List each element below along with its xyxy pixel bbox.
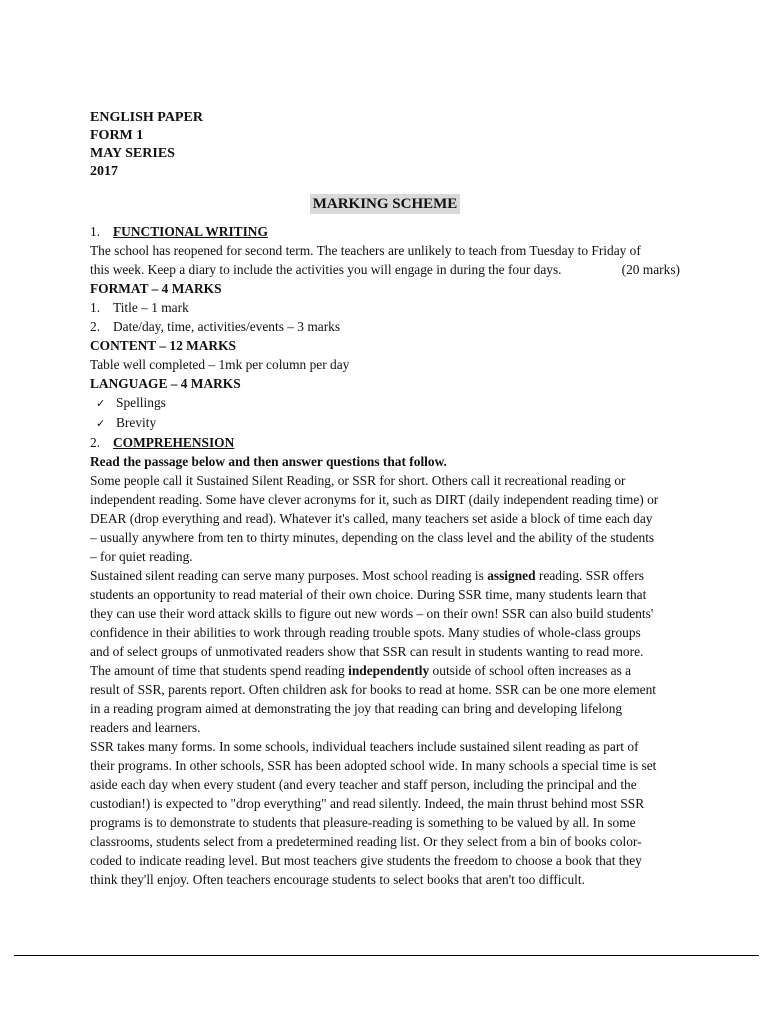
passage-paragraph-3 (90, 737, 680, 889)
passage-line: DEAR (drop everything and read). Whatever it's called, many teachers set aside a block of time each day (90, 511, 653, 526)
section1-title: FUNCTIONAL WRITING (113, 224, 268, 239)
passage-line: confidence in their abilities to work through reading trouble spots. Many studies of whole-class groups (90, 625, 641, 640)
passage-line: – usually anywhere from ten to thirty minutes, depending on the class level and the ability of the students (90, 530, 655, 545)
passage-line: their programs. In other schools, SSR has been adopted school wide. In many schools a special time is set (90, 758, 657, 773)
question-line-2 (90, 260, 680, 279)
format-item-number: 1. (90, 300, 101, 315)
format-item-2 (90, 317, 680, 336)
language-item-2 (90, 413, 680, 433)
passage-line (90, 661, 680, 680)
passage-line: result of SSR, parents report. Often children ask for books to read at home. SSR can be one more element (90, 682, 656, 697)
header-form: FORM 1 (90, 128, 144, 143)
passage-line: and of select groups of unmotivated readers show that SSR can result in students wanting to read more. (90, 644, 644, 659)
passage-bold-word: assigned (487, 568, 536, 583)
passage-bold-word: independently (348, 663, 430, 678)
passage-line: – for quiet reading. (90, 549, 193, 564)
page-footer-rule (14, 955, 759, 956)
passage-line: independent reading. Some have clever acronyms for it, such as DIRT (daily independent reading time) or (90, 492, 659, 507)
question-marks: (20 marks) (621, 262, 680, 277)
passage-line: readers and learners. (90, 720, 201, 735)
section2-heading (90, 433, 680, 452)
passage-line (90, 566, 680, 585)
passage-line: in a reading program aimed at demonstrating the joy that reading can bring and developing lifelong (90, 701, 623, 716)
content-text: Table well completed – 1mk per column per day (90, 357, 350, 372)
passage-line: aside each day when every student (and every teacher and staff person, including the principal and the (90, 777, 637, 792)
format-item-text: Date/day, time, activities/events – 3 marks (113, 319, 341, 334)
document-page (90, 109, 680, 889)
question-text: this week. Keep a diary to include the activities you will engage in during the four days. (90, 262, 562, 277)
passage-line: they can use their word attack skills to figure out new words – on their own! SSR can also build students' (90, 606, 654, 621)
language-item-text: Spellings (116, 395, 166, 410)
question-line-1: The school has reopened for second term. The teachers are unlikely to teach from Tuesday to Friday of (90, 243, 641, 258)
section1-number: 1. (90, 224, 101, 239)
paper-header (90, 109, 680, 181)
language-heading: LANGUAGE – 4 MARKS (90, 376, 241, 391)
content-heading: CONTENT – 12 MARKS (90, 338, 236, 353)
passage-line: think they'll enjoy. Often teachers encourage students to select books that aren't too difficult. (90, 872, 585, 887)
passage-text: reading. SSR offers (535, 568, 644, 583)
passage-line: students an opportunity to read material of their own choice. During SSR time, many students learn that (90, 587, 647, 602)
section1-heading (90, 222, 680, 241)
checkmark-icon: ✓ (96, 397, 106, 410)
comprehension-instruction: Read the passage below and then answer questions that follow. (90, 454, 447, 469)
passage-line: SSR takes many forms. In some schools, individual teachers include sustained silent reading as part of (90, 739, 639, 754)
header-year: 2017 (90, 164, 118, 179)
language-item-text: Brevity (116, 415, 157, 430)
passage-text: The amount of time that students spend reading (90, 663, 349, 678)
passage-line: custodian!) is expected to "drop everything" and read silently. Indeed, the main thrust behind most SSR (90, 796, 645, 811)
section2-title: COMPREHENSION (113, 435, 235, 450)
passage-paragraph-2 (90, 566, 680, 737)
page-title: MARKING SCHEME (310, 194, 461, 214)
passage-line: programs is to demonstrate to students that pleasure-reading is something to be valued by all. In some (90, 815, 636, 830)
checkmark-icon: ✓ (96, 417, 106, 430)
format-item-1 (90, 298, 680, 317)
language-item-1 (90, 393, 680, 413)
header-paper-name: ENGLISH PAPER (90, 110, 203, 125)
passage-paragraph-1 (90, 471, 680, 566)
passage-line: coded to indicate reading level. But most teachers give students the freedom to choose a book that they (90, 853, 642, 868)
format-item-number: 2. (90, 319, 101, 334)
passage-line: classrooms, students select from a predetermined reading list. Or they select from a bin of books color- (90, 834, 642, 849)
passage-line: Some people call it Sustained Silent Reading, or SSR for short. Others call it recreational reading or (90, 473, 626, 488)
section2-number: 2. (90, 435, 101, 450)
passage-text: Sustained silent reading can serve many purposes. Most school reading is (90, 568, 488, 583)
header-series: MAY SERIES (90, 146, 175, 161)
format-item-text: Title – 1 mark (113, 300, 189, 315)
title-wrap (90, 194, 680, 214)
format-heading: FORMAT – 4 MARKS (90, 281, 222, 296)
passage-text: outside of school often increases as a (429, 663, 632, 678)
